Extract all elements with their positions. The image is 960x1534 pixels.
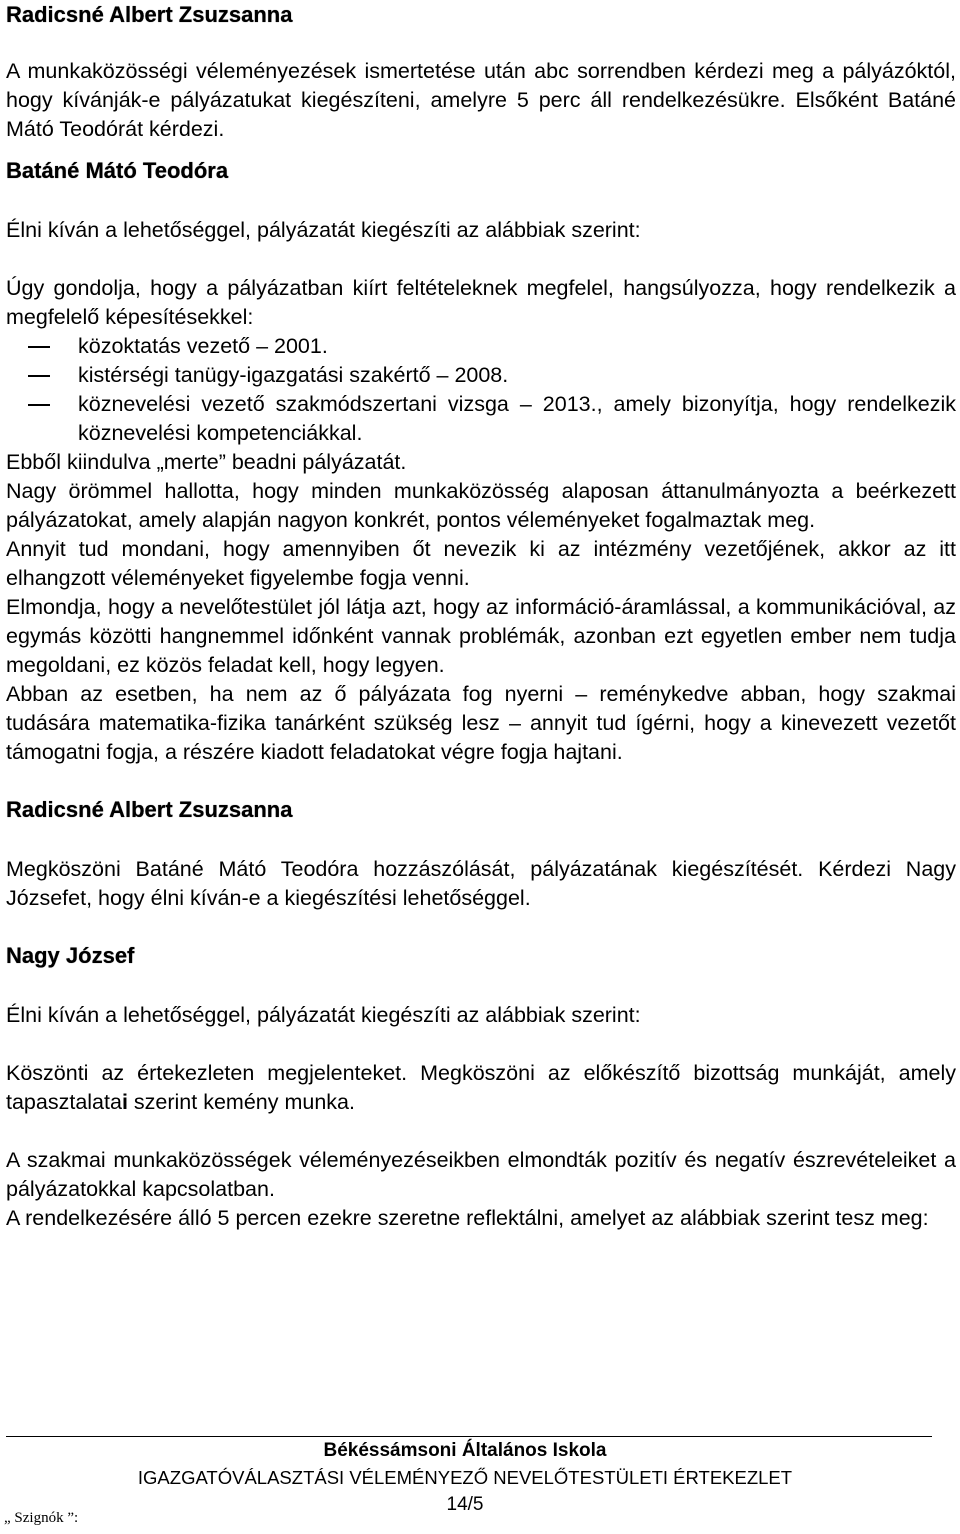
paragraph: Abban az esetben, ha nem az ő pályázata fog nyerni – reménykedve abban, hogy szakmai tudására matematika-fizika tanárként szükség lesz – annyit tud ígérni, hogy a kinevezett vezetőt támogatni fogja, a részére kiadott feladatokat végre fogja hajtani. bbox=[6, 682, 956, 764]
paragraph: A munkaközösségi véleményezések ismertetése után abc sorrendben kérdezi meg a pályázóktól, hogy kívánják-e pályázatukat kiegészíteni, amelyre 5 perc áll rendelkezésükre. Elsőként Batáné Mátó Teodórát kérdezi. bbox=[6, 59, 956, 141]
paragraph: A szakmai munkaközösségek véleményezéseikben elmondták pozitív és negatív észrevételeiket a pályázatokkal kapcsolatban. bbox=[6, 1148, 956, 1201]
footer-school: Békéssámsoni Általános Iskola bbox=[323, 1440, 607, 1461]
paragraph: Megköszöni Batáné Mátó Teodóra hozzászólását, pályázatának kiegészítését. Kérdezi Nagy Józsefet, hogy élni kíván-e a kiegészítési lehetőséggel. bbox=[6, 857, 956, 910]
intro-line: Élni kíván a lehetőséggel, pályázatát kiegészíti az alábbiak szerint: bbox=[6, 218, 641, 242]
paragraph: Nagy örömmel hallotta, hogy minden munkaközösség alaposan áttanulmányozta a beérkezett pályázatokat, amely alapján nagyon konkrét, pontos véleményeket fogalmaztak meg. bbox=[6, 479, 956, 532]
paragraph: Ebből kiindulva „merte” beadni pályázatát. bbox=[6, 450, 407, 474]
list-item: kistérségi tanügy-igazgatási szakértő – 2008. bbox=[78, 363, 509, 387]
footer-signatures-label: „ Szignók ”: bbox=[4, 1510, 79, 1526]
paragraph: Annyit tud mondani, hogy amennyiben őt nevezik ki az intézmény vezetőjének, akkor az itt elhangzott véleményeket figyelembe fogja venni. bbox=[6, 537, 956, 590]
speaker-heading: Radicsné Albert Zsuzsanna bbox=[6, 2, 293, 27]
speaker-heading: Nagy József bbox=[6, 943, 135, 968]
qualification-list bbox=[6, 332, 956, 448]
footer-meeting-title: IGAZGATÓVÁLASZTÁSI VÉLEMÉNYEZŐ NEVELŐTESTÜLETI ÉRTEKEZLET bbox=[137, 1467, 793, 1488]
list-item: köznevelési vezető szakmódszertani vizsga – 2013., amely bizonyítja, hogy rendelkezik köznevelési kompetenciákkal. bbox=[78, 392, 956, 445]
paragraph: Úgy gondolja, hogy a pályázatban kiírt feltételeknek megfelel, hangsúlyozza, hogy rendelkezik a megfelelő képesítésekkel: bbox=[6, 276, 956, 329]
page-number: 14/5 bbox=[446, 1494, 484, 1515]
paragraph: A rendelkezésére álló 5 percen ezekre szeretne reflektálni, amelyet az alábbiak szerint tesz meg: bbox=[6, 1206, 929, 1230]
speaker-heading: Radicsné Albert Zsuzsanna bbox=[6, 797, 293, 822]
list-item: közoktatás vezető – 2001. bbox=[78, 334, 328, 358]
paragraph: Elmondja, hogy a nevelőtestület jól látja azt, hogy az információ-áramlással, a kommunikációval, az egymás közötti hangnemmel időnként vannak problémák, azonban ezt egyetlen ember nem tudja megoldani, ez közös feladat kell, hogy legyen. bbox=[6, 595, 956, 677]
intro-line: Élni kíván a lehetőséggel, pályázatát kiegészíti az alábbiak szerint: bbox=[6, 1003, 641, 1027]
paragraph: Köszönti az értekezleten megjelenteket. Megköszöni az előkészítő bizottság munkáját, amely tapasztalatai szerint kemény munka. bbox=[6, 1061, 956, 1114]
document-page bbox=[6, 0, 956, 1233]
page-footer bbox=[0, 1437, 930, 1518]
speaker-heading: Batáné Mátó Teodóra bbox=[6, 158, 229, 183]
